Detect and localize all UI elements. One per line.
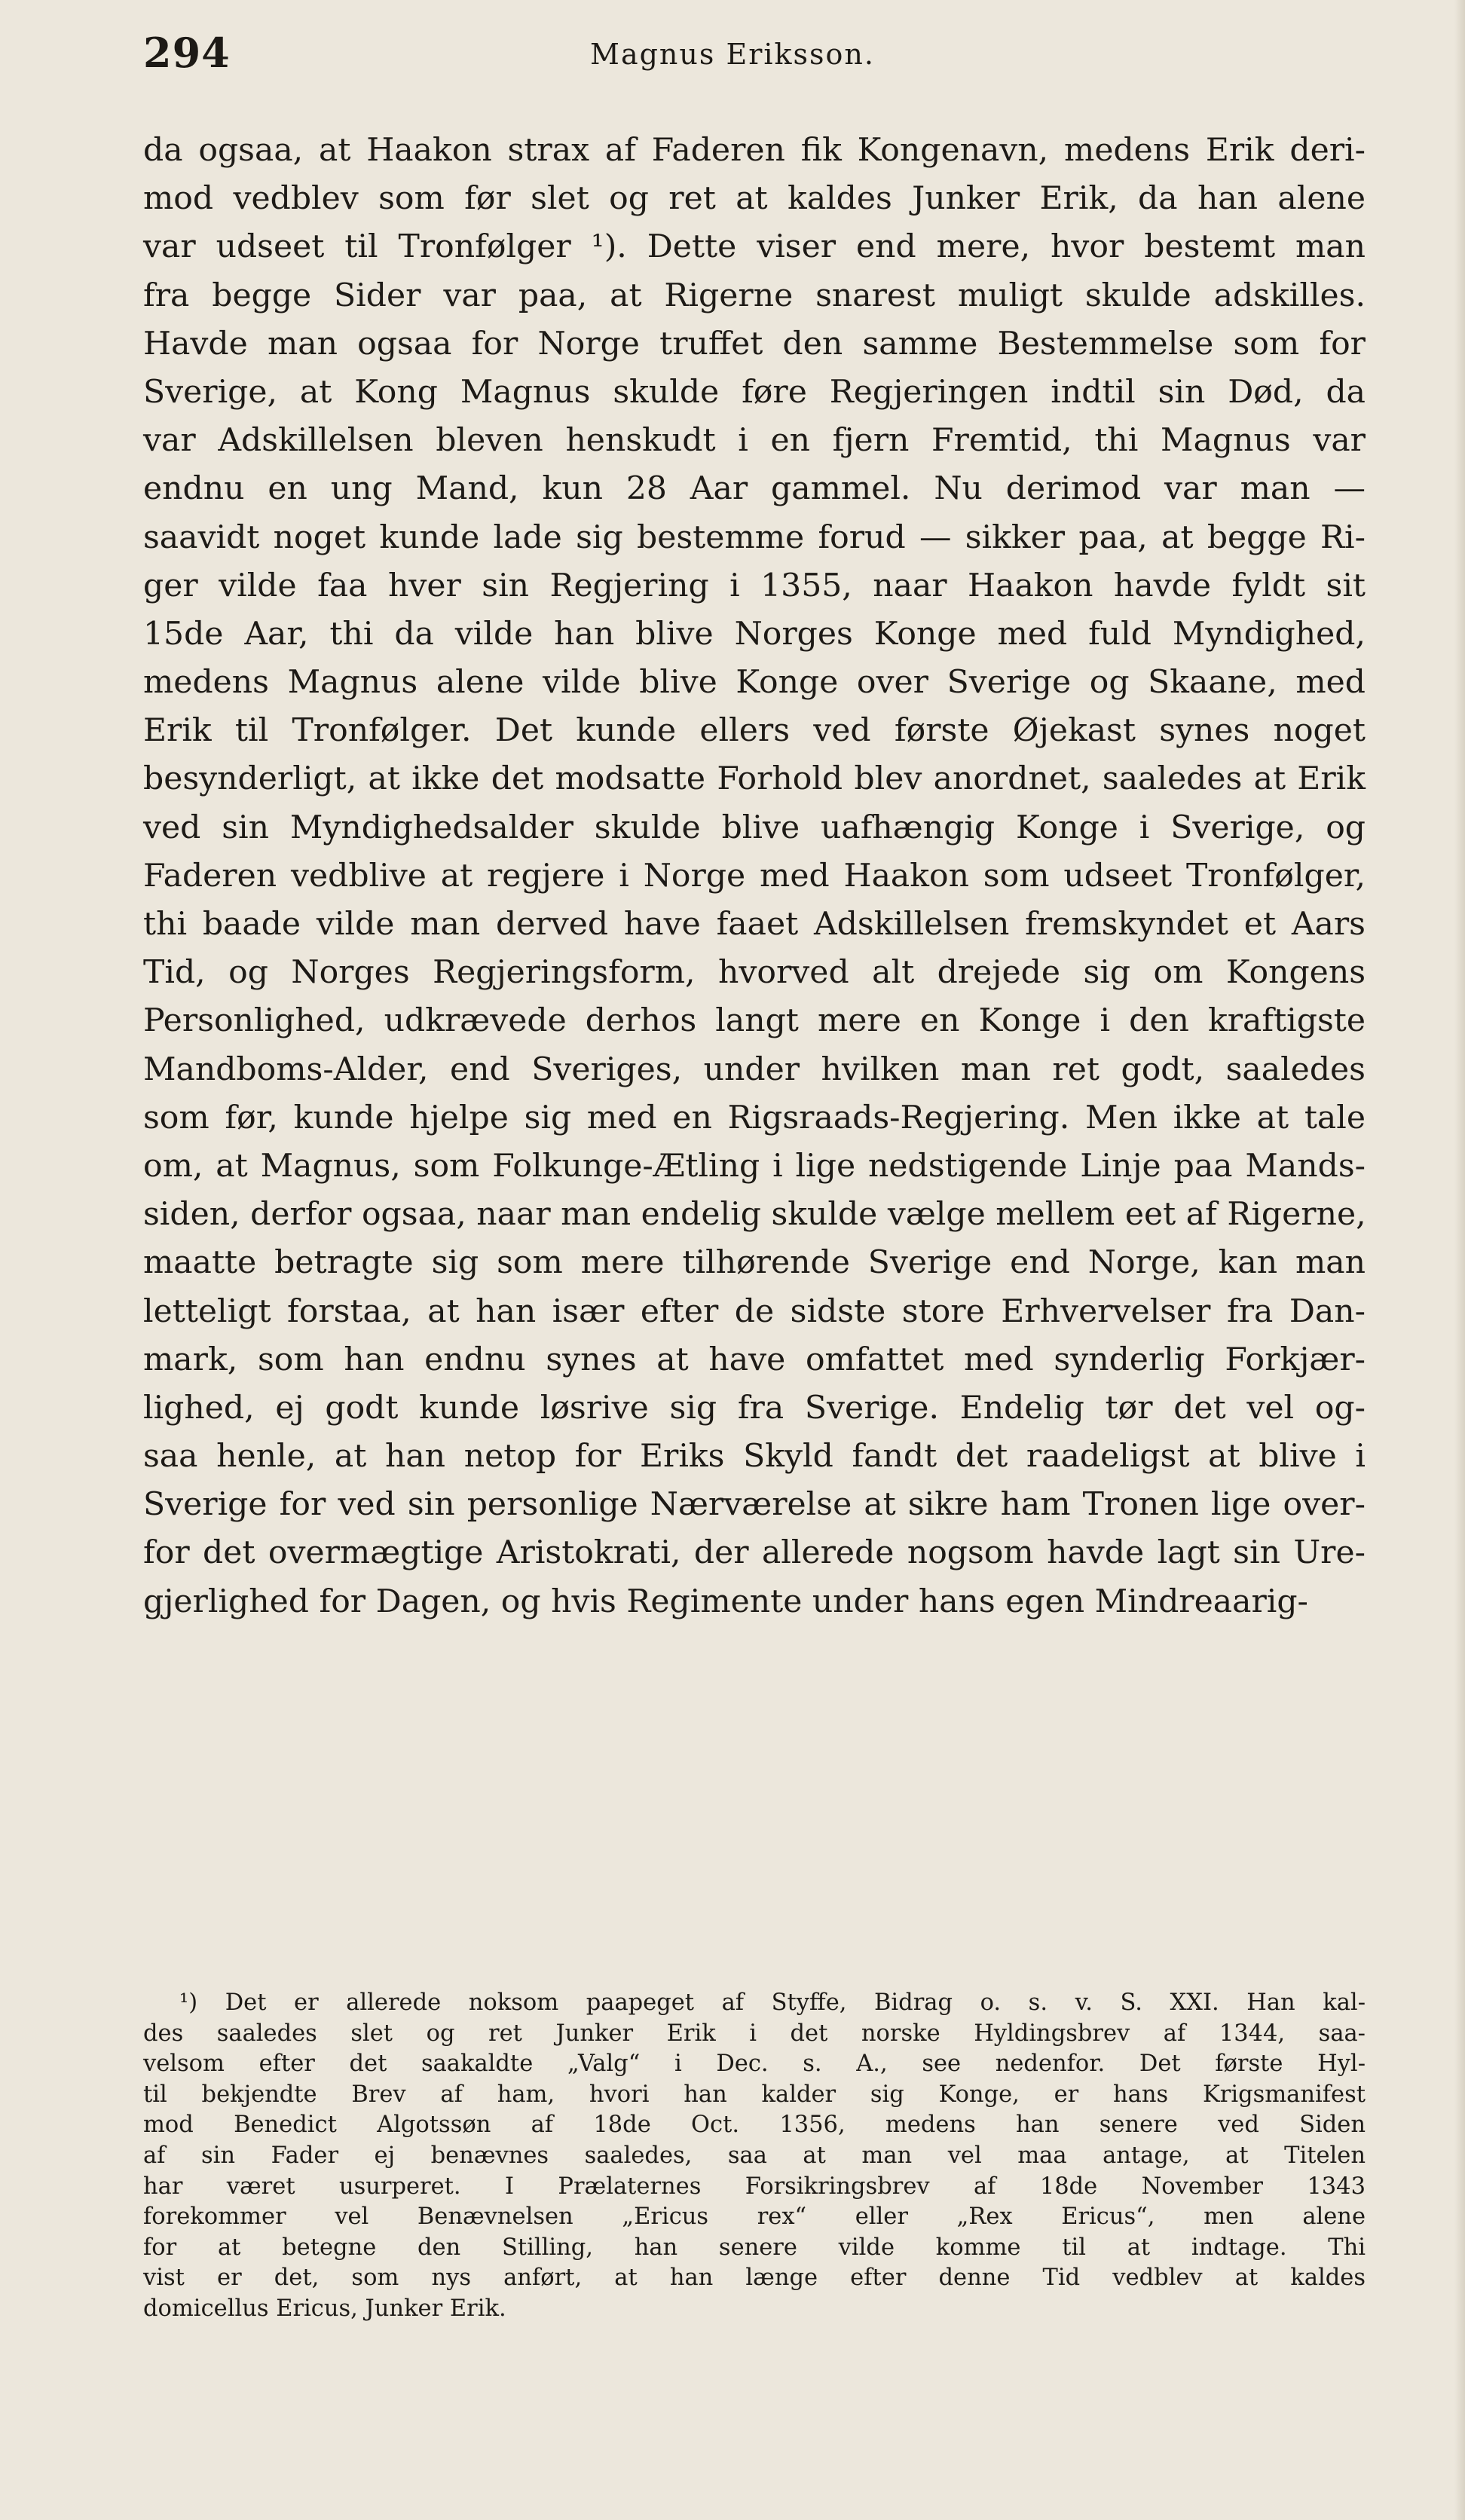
text-line: var Adskillelsen bleven henskudt i en fjern Fremtid, thi Magnus var: [143, 422, 1366, 460]
text-line: om, at Magnus, som Folkunge-Ætling i lige nedstigende Linje paa Mands-: [143, 1147, 1366, 1185]
footnote: [143, 1988, 1366, 2325]
footnote-line: velsom efter det saakaldte „Valg“ i Dec. s. A., see nedenfor. Det første Hyl-: [143, 2051, 1366, 2078]
text-line: ved sin Myndighedsalder skulde blive uafhængig Konge i Sverige, og: [143, 809, 1366, 846]
running-head: Magnus Eriksson.: [590, 38, 875, 71]
text-line: Sverige, at Kong Magnus skulde føre Regjeringen indtil sin Død, da: [143, 373, 1366, 411]
text-line: siden, derfor ogsaa, naar man endelig skulde vælge mellem eet af Rigerne,: [143, 1196, 1366, 1234]
text-line: 15de Aar, thi da vilde han blive Norges Konge med fuld Myndighed,: [143, 615, 1366, 653]
footnote-line: til bekjendte Brev af ham, hvori han kalder sig Konge, er hans Krigsmanifest: [143, 2081, 1366, 2108]
text-line: Personlighed, udkrævede derhos langt mere en Konge i den kraftigste: [143, 1002, 1366, 1040]
footnote-line: domicellus Ericus, Junker Erik.: [143, 2295, 506, 2322]
text-line: mod vedblev som før slet og ret at kaldes Junker Erik, da han alene: [143, 180, 1366, 218]
footnote-line: vist er det, som nys anført, at han længe efter denne Tid vedblev at kaldes: [143, 2265, 1366, 2292]
text-line: letteligt forstaa, at han især efter de sidste store Erhvervelser fra Dan-: [143, 1292, 1366, 1330]
text-line: ger vilde faa hver sin Regjering i 1355, naar Haakon havde fyldt sit: [143, 567, 1366, 604]
text-line: endnu en ung Mand, kun 28 Aar gammel. Nu derimod var man —: [143, 470, 1366, 508]
text-line: Havde man ogsaa for Norge truffet den samme Bestemmelse som for: [143, 325, 1366, 362]
text-line: mark, som han endnu synes at have omfattet med synderlig Forkjær-: [143, 1341, 1366, 1378]
page-edge: [1454, 0, 1465, 2520]
footnote-line: mod Benedict Algotssøn af 18de Oct. 1356, medens han senere ved Siden: [143, 2112, 1366, 2139]
footnote-line: forekommer vel Benævnelsen „Ericus rex“ eller „Rex Ericus“, men alene: [143, 2203, 1366, 2231]
text-line: medens Magnus alene vilde blive Konge over Sverige og Skaane, med: [143, 664, 1366, 702]
text-line: Tid, og Norges Regjeringsform, hvorved alt drejede sig om Kongens: [143, 954, 1366, 992]
text-line: saavidt noget kunde lade sig bestemme forud — sikker paa, at begge Ri-: [143, 518, 1366, 556]
text-line: Sverige for ved sin personlige Nærværelse at sikre ham Tronen lige over-: [143, 1486, 1366, 1524]
text-line: fra begge Sider var paa, at Rigerne snarest muligt skulde adskilles.: [143, 277, 1366, 314]
footnote-line: for at betegne den Stilling, han senere vilde komme til at indtage. Thi: [143, 2234, 1366, 2261]
text-line: maatte betragte sig som mere tilhørende Sverige end Norge, kan man: [143, 1244, 1366, 1282]
text-line: for det overmægtige Aristokrati, der allerede nogsom havde lagt sin Ure-: [143, 1534, 1366, 1572]
text-line: som før, kunde hjelpe sig med en Rigsraads-Regjering. Men ikke at tale: [143, 1099, 1366, 1136]
main-text: [143, 127, 1366, 1626]
text-line: da ogsaa, at Haakon strax af Faderen fik Kongenavn, medens Erik deri-: [143, 132, 1366, 169]
text-line: Mandboms-Alder, end Sveriges, under hvilken man ret godt, saaledes: [143, 1051, 1366, 1088]
text-line: Faderen vedblive at regjere i Norge med Haakon som udseet Tronfølger,: [143, 857, 1366, 895]
text-line: lighed, ej godt kunde løsrive sig fra Sverige. Endelig tør det vel og-: [143, 1389, 1366, 1427]
page-number: 294: [143, 29, 231, 77]
footnote-line: ¹) Det er allerede noksom paapeget af Styffe, Bidrag o. s. v. S. XXI. Han kal-: [179, 1989, 1366, 2016]
footnote-line: har været usurperet. I Prælaternes Forsikringsbrev af 18de November 1343: [143, 2173, 1366, 2200]
footnote-line: des saaledes slet og ret Junker Erik i det norske Hyldingsbrev af 1344, saa-: [143, 2020, 1366, 2047]
text-line: gjerlighed for Dagen, og hvis Regimente under hans egen Mindreaarig-: [143, 1583, 1308, 1620]
text-line: besynderligt, at ikke det modsatte Forhold blev anordnet, saaledes at Erik: [143, 760, 1366, 798]
text-line: var udseet til Tronfølger ¹). Dette viser end mere, hvor bestemt man: [143, 228, 1366, 266]
text-line: thi baade vilde man derved have faaet Adskillelsen fremskyndet et Aars: [143, 906, 1366, 943]
footnote-line: af sin Fader ej benævnes saaledes, saa at man vel maa antage, at Titelen: [143, 2142, 1366, 2169]
text-line: saa henle, at han netop for Eriks Skyld fandt det raadeligst at blive i: [143, 1438, 1366, 1476]
text-line: Erik til Tronfølger. Det kunde ellers ved første Øjekast synes noget: [143, 712, 1366, 750]
